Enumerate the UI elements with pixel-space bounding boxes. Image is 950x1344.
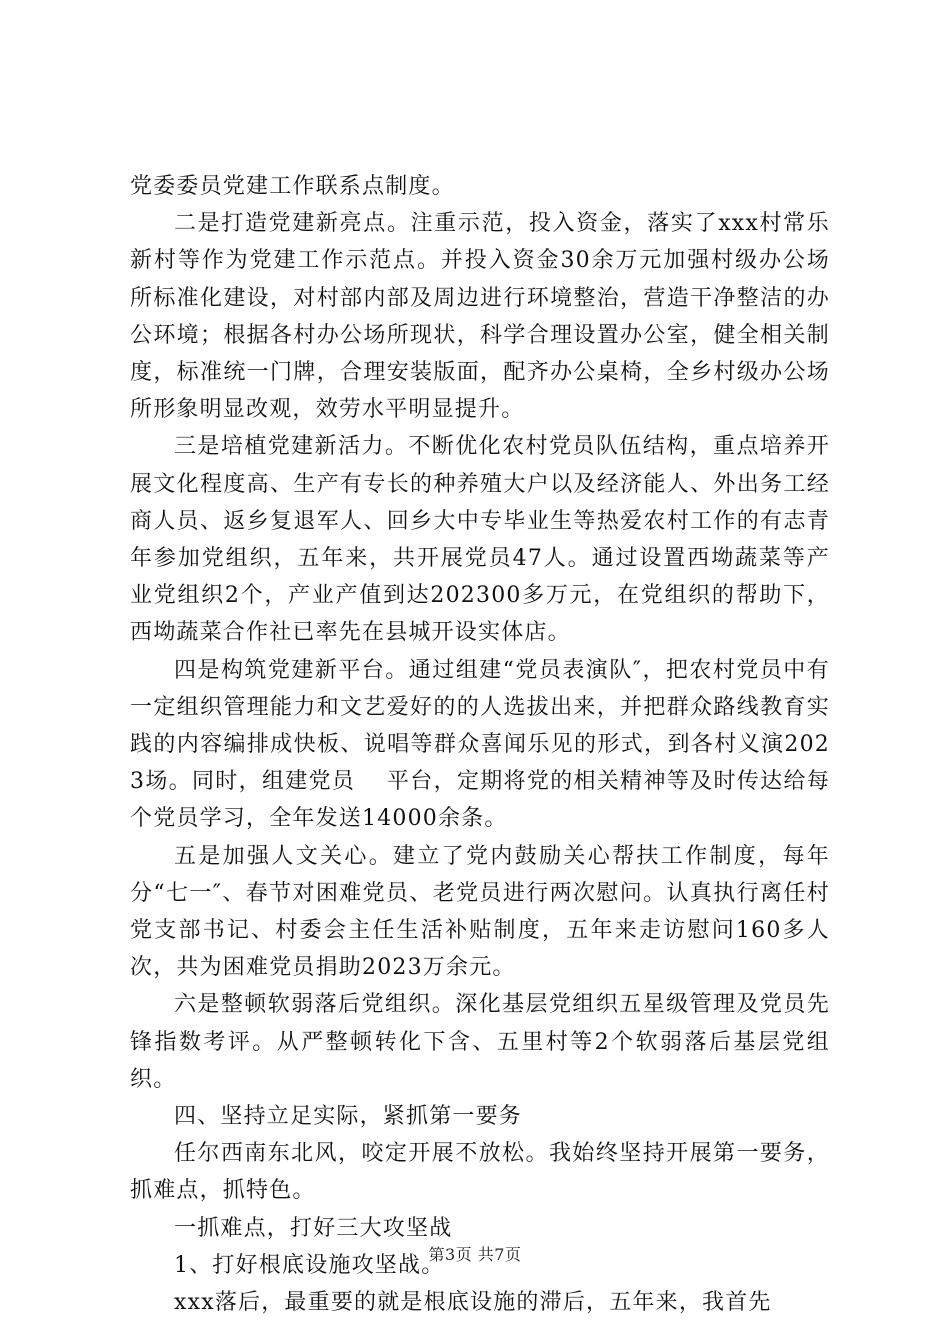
document-body [130, 168, 830, 1321]
paragraph-1: 党委委员党建工作联系点制度。 [130, 174, 455, 199]
page-number: 第3页 共7页 [428, 1245, 522, 1264]
paragraph-7: 任尔西南东北风，咬定开展不放松。我始终坚持开展第一要务，抓难点，抓特色。 [130, 1141, 830, 1204]
subheading-1: 一抓难点，打好三大攻坚战 [174, 1215, 453, 1241]
paragraph-5: 五是加强人文关心。建立了党内鼓励关心帮扶工作制度，每年分“七一″、春节对困难党员、老党员进行两次慰问。认真执行离任村党支部书记、村委会主任生活补贴制度，五年来走访慰问160多人次，共为困难党员捐助2023万余元。 [130, 843, 830, 981]
paragraph-8: xxx落后，最重要的就是根底设施的滞后，五年来，我首先 [174, 1290, 772, 1316]
paragraph-4: 四是构筑党建新平台。通过组建“党员表演队″，把农村党员中有一定组织管理能力和文艺爱好的的人选拔出来，并把群众路线教育实践的内容编排成快板、说唱等群众喜闻乐见的形式，到各村义演2023场。同时，组建党员 平台，定期将党的相关精神等及时传达给每个党员学习，全年发送14000余条。 [130, 657, 830, 832]
subheading-2: 1、打好根底设施攻坚战。 [174, 1252, 445, 1278]
section-heading: 四、坚持立足实际，紧抓第一要务 [174, 1104, 523, 1130]
paragraph-2: 二是打造党建新亮点。注重示范，投入资金，落实了xxx村常乐新村等作为党建工作示范点。并投入资金30余万元加强村级办公场所标准化建设，对村部内部及周边进行环境整治，营造干净整洁的办公环境；根据各村办公场所现状，科学合理设置办公室，健全相关制度，标准统一门牌，合理安装版面，配齐办公桌椅，全乡村级办公场所形象明显改观，效劳水平明显提升。 [130, 211, 830, 423]
paragraph-6: 六是整顿软弱落后党组织。深化基层党组织五星级管理及党员先锋指数考评。从严整顿转化下含、五里村等2个软弱落后基层党组织。 [130, 992, 830, 1092]
paragraph-3: 三是培植党建新活力。不断优化农村党员队伍结构，重点培养开展文化程度高、生产有专长的种养殖大户以及经济能人、外出务工经商人员、返乡复退军人、回乡大中专毕业生等热爱农村工作的有志青年参加党组织，五年来，共开展党员47人。通过设置西坳蔬菜等产业党组织2个，产业产值到达202300多万元，在党组织的帮助下，西坳蔬菜合作社已率先在县城开设实体店。 [130, 434, 830, 646]
